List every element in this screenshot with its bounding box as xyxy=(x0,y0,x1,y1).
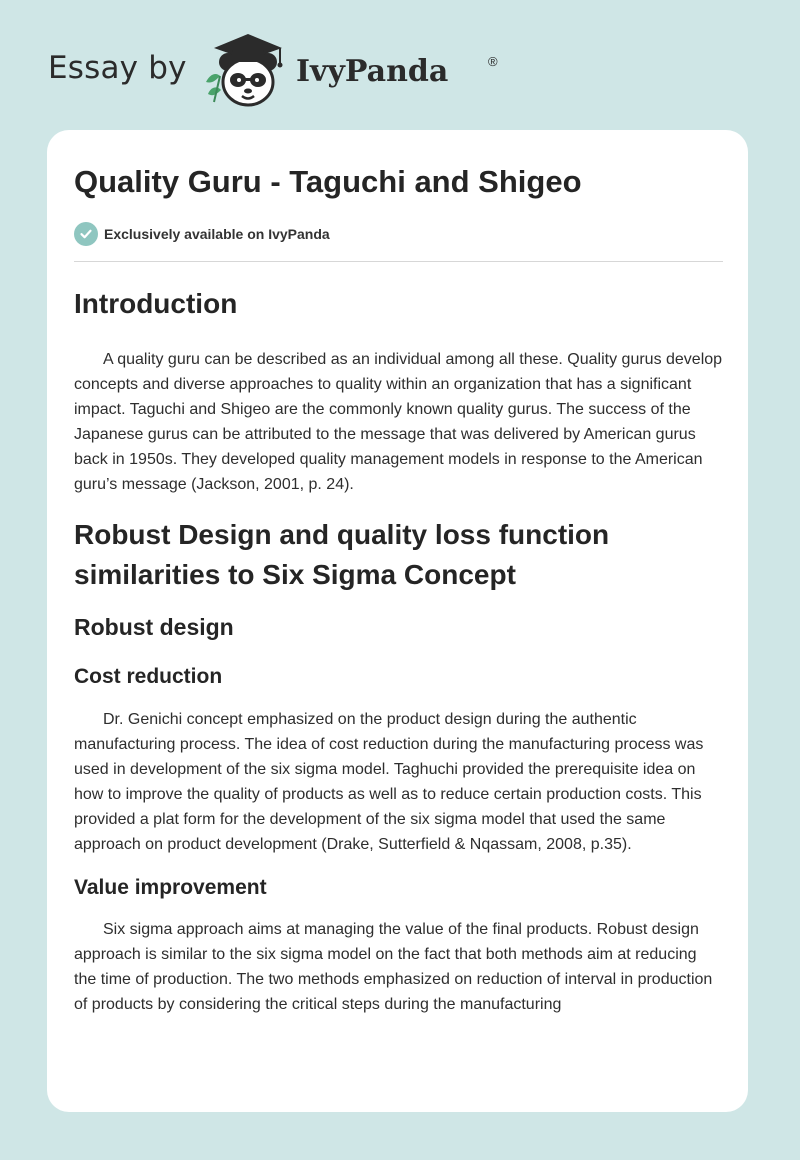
paragraph-value-improvement: Six sigma approach aims at managing the value of the final products. Robust design approach is similar to the six sigma model on the fact that both methods aim at reducing the time of production. The two methods emphasized on reduction of interval in production of products by considering the critical steps during the manufacturing xyxy=(74,921,713,1013)
heading-robust-design-six-sigma: Robust Design and quality loss function similarities to Six Sigma Concept xyxy=(74,519,610,590)
brand-header[interactable] xyxy=(48,30,508,110)
heading-cost-reduction: Cost reduction xyxy=(74,665,223,688)
panda-graduate-logo-icon xyxy=(202,32,292,110)
heading-introduction: Introduction xyxy=(74,288,238,319)
badge-text: Exclusively available on IvyPanda xyxy=(104,226,330,242)
heading-value-improvement: Value improvement xyxy=(74,876,267,899)
paragraph-introduction: A quality guru can be described as an individual among all these. Quality gurus develop concepts and diverse approaches to quality within an organization that has a significant impact. Taguchi and Shigeo are the commonly known quality gurus. The success of the Japanese gurus can be attributed to the message that was delivered by American gurus back in 1950s. They developed quality management models in response to the American guru’s message (Jackson, 2001, p. 24). xyxy=(74,351,723,493)
divider xyxy=(74,261,723,262)
page-title: Quality Guru - Taguchi and Shigeo xyxy=(74,164,582,199)
essay-body xyxy=(74,278,723,1017)
registered-mark: ® xyxy=(488,54,498,69)
paragraph-cost-reduction: Dr. Genichi concept emphasized on the product design during the authentic manufacturing process. The idea of cost reduction during the manufacturing process was used in development of the six sigma model. Taghuchi provided the prerequisite idea on how to improve the quality of products as well as to reduce certain production costs. This provided a plat form for the development of the six sigma model that used the same approach on product development (Drake, Sutterfield & Nqassam, 2008, p.35). xyxy=(74,711,704,853)
brand-prefix: Essay by xyxy=(48,50,187,86)
subheading-robust-design: Robust design xyxy=(74,614,234,640)
check-circle-icon xyxy=(74,222,98,246)
essay-card xyxy=(47,130,748,1112)
brand-name: IvyPanda xyxy=(296,54,449,89)
exclusive-badge xyxy=(74,222,330,246)
